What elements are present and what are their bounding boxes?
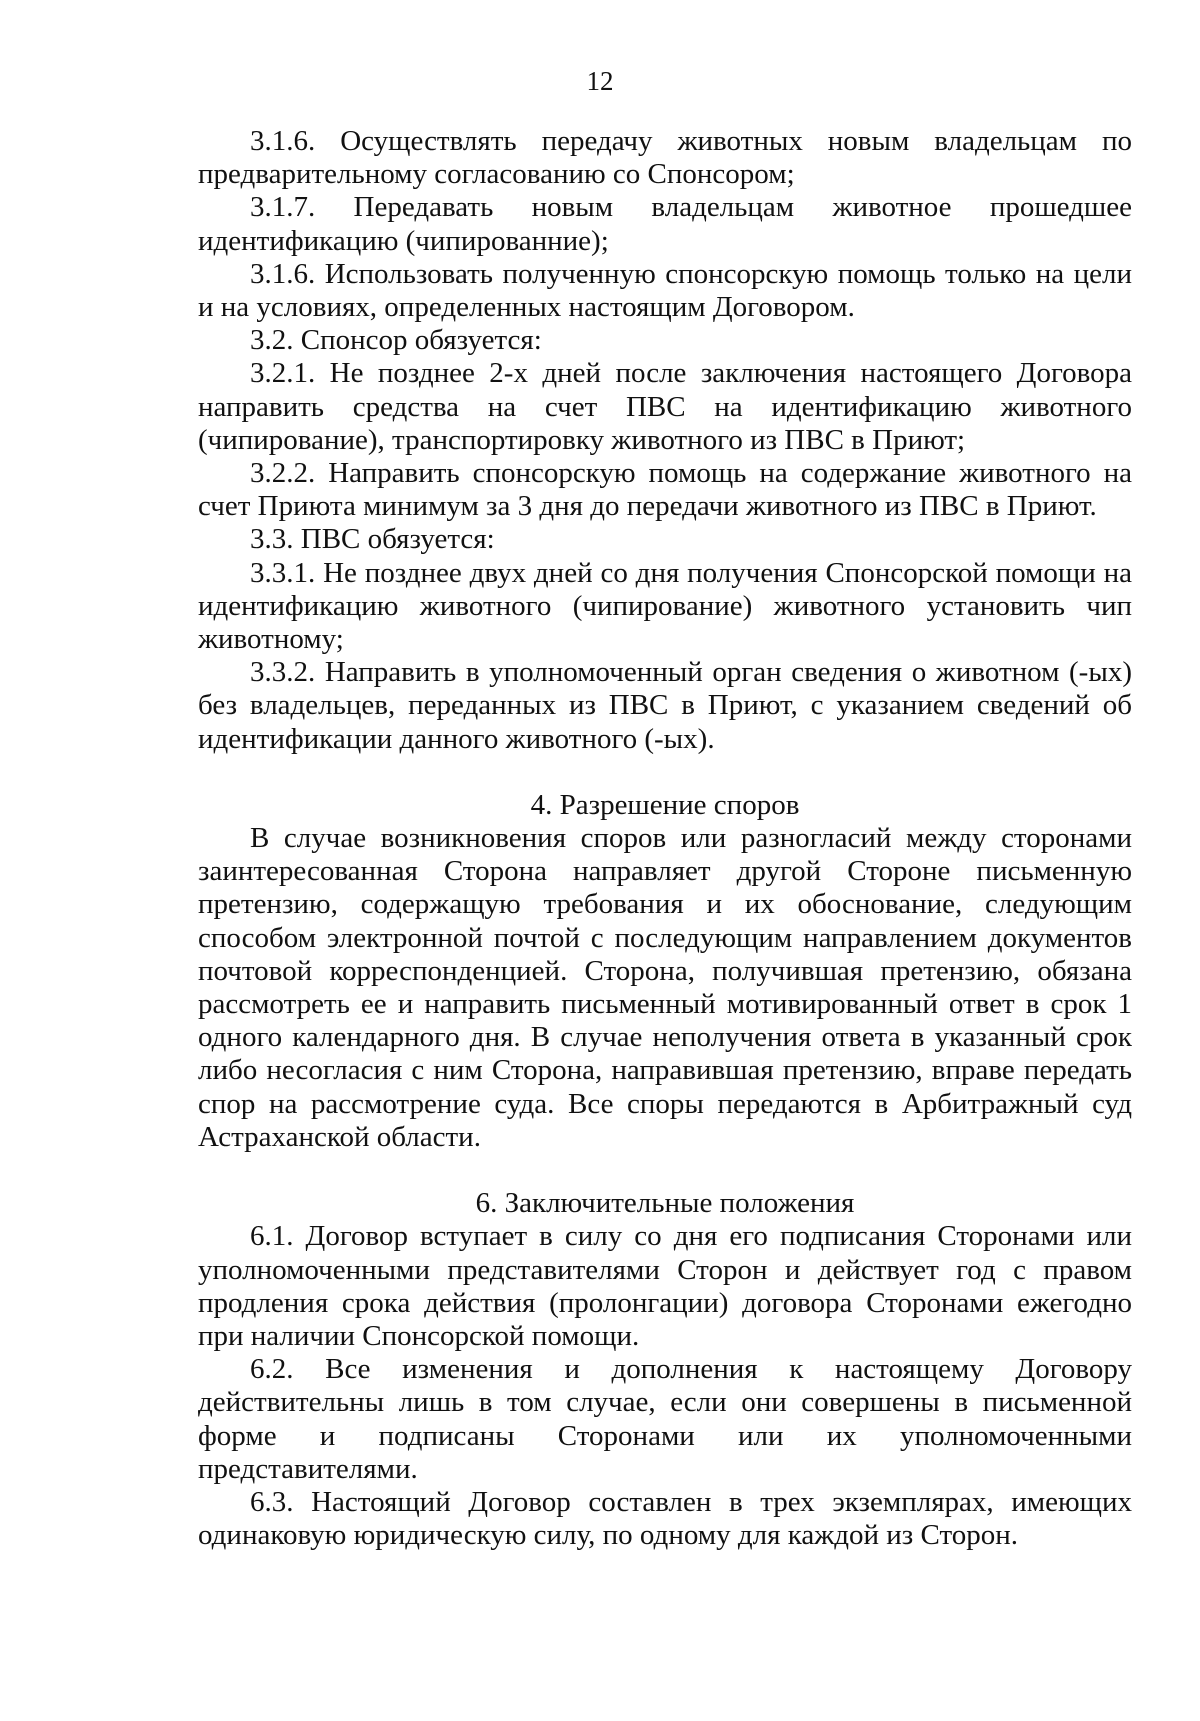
section-4-heading: 4. Разрешение споров xyxy=(530,788,800,821)
clause-3-2: 3.2. Спонсор обязуется: xyxy=(250,324,542,357)
section-spacer xyxy=(198,1154,1132,1187)
clause-3-3-2: 3.3.2. Направить в уполномоченный орган сведения о животном (-ых) без владельцев, переданных из ПВС в Приют, с указанием сведений об идентификации данного животного (-ых). xyxy=(198,656,1132,755)
section-spacer xyxy=(198,756,1132,789)
section-6-heading: 6. Заключительные положения xyxy=(475,1187,855,1220)
clause-6-2: 6.2. Все изменения и дополнения к настоящему Договору действительны лишь в том случае, если они совершены в письменной форме и подписаны Сторонами или их уполномоченными представителями. xyxy=(198,1353,1132,1485)
dispute-resolution-paragraph: В случае возникновения споров или разногласий между сторонами заинтересованная Сторона направляет другой Стороне письменную претензию, содержащую требования и их обоснование, следующим способом электронной почтой с последующим направлением документов почтовой корреспонденцией. Сторона, получившая претензию, обязана рассмотреть ее и направить письменный мотивированный ответ в срок 1 одного календарного дня. В случае неполучения ответа в указанный срок либо несогласия с ним Сторона, направившая претензию, вправе передать спор на рассмотрение суда. Все споры передаются в Арбитражный суд Астраханской области. xyxy=(198,822,1132,1153)
page-number: 12 xyxy=(586,66,614,96)
clause-3-1-6-transfer: 3.1.6. Осуществлять передачу животных новым владельцам по предварительному согласованию со Спонсором; xyxy=(198,125,1132,191)
clause-3-1-7: 3.1.7. Передавать новым владельцам животное прошедшее идентификацию (чипированние); xyxy=(198,191,1132,257)
clause-3-3-1: 3.3.1. Не позднее двух дней со дня получения Спонсорской помощи на идентификацию животного (чипирование) животного установить чип животному; xyxy=(198,556,1132,656)
clause-3-2-1: 3.2.1. Не позднее 2-х дней после заключения настоящего Договора направить средства на счет ПВС на идентификацию животного (чипирование), транспортировку животного из ПВС в Приют; xyxy=(198,357,1132,456)
clause-3-3: 3.3. ПВС обязуется: xyxy=(250,523,495,556)
clause-6-3: 6.3. Настоящий Договор составлен в трех экземплярах, имеющих одинаковую юридическую силу, по одному для каждой из Сторон. xyxy=(198,1485,1132,1552)
document-body xyxy=(198,125,1132,1552)
clause-3-2-2: 3.2.2. Направить спонсорскую помощь на содержание животного на счет Приюта минимум за 3 дня до передачи животного из ПВС в Приют. xyxy=(198,457,1132,523)
clause-6-1: 6.1. Договор вступает в силу со дня его подписания Сторонами или уполномоченными представителями Сторон и действует год с правом продления срока действия (пролонгации) договора Сторонами ежегодно при наличии Спонсорской помощи. xyxy=(198,1220,1132,1352)
clause-3-1-6-use: 3.1.6. Использовать полученную спонсорскую помощь только на цели и на условиях, определенных настоящим Договором. xyxy=(198,257,1132,324)
